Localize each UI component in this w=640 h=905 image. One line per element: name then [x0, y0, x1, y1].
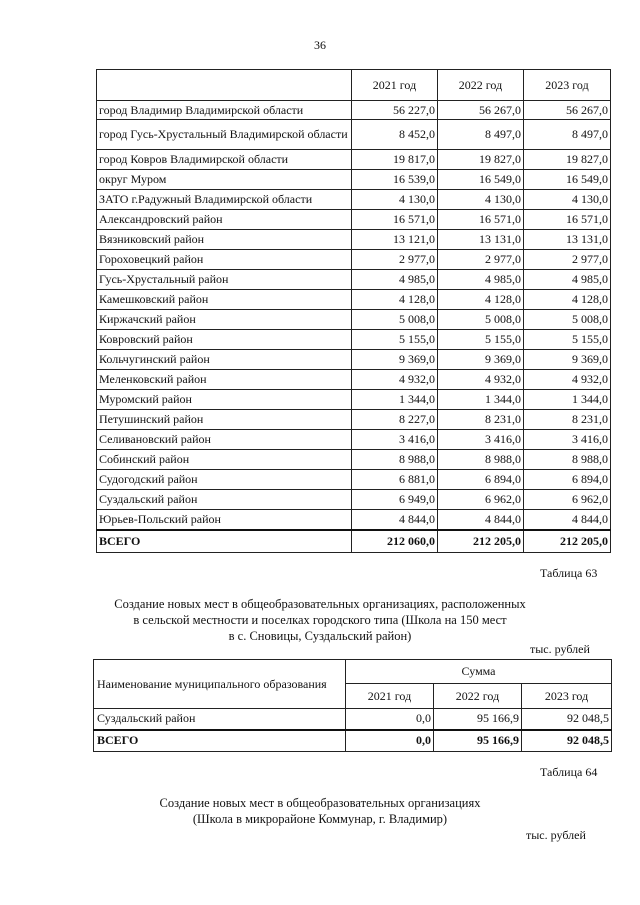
header-cell-name — [97, 70, 352, 101]
value-2022: 95 166,9 — [434, 709, 522, 730]
value-2022: 16 549,0 — [438, 170, 524, 190]
table-body — [97, 101, 611, 530]
municipality-name: Суздальский район — [97, 490, 352, 510]
value-2021: 16 571,0 — [352, 210, 438, 230]
municipality-name: Камешковский район — [97, 290, 352, 310]
value-2021: 4 128,0 — [352, 290, 438, 310]
value-2022: 8 988,0 — [438, 450, 524, 470]
municipality-name: город Гусь-Хрустальный Владимирской области — [97, 120, 352, 150]
value-2021: 5 008,0 — [352, 310, 438, 330]
municipality-name: округ Муром — [97, 170, 352, 190]
value-2023: 6 962,0 — [524, 490, 611, 510]
table-row — [97, 120, 611, 150]
table-row — [97, 250, 611, 270]
municipality-name: Петушинский район — [97, 410, 352, 430]
municipality-name: Гусь-Хрустальный район — [97, 270, 352, 290]
table-total-row — [97, 530, 611, 553]
table-row — [97, 390, 611, 410]
value-2022: 5 155,0 — [438, 330, 524, 350]
table-63-header-sum: Сумма — [346, 660, 612, 684]
value-2023: 5 155,0 — [524, 330, 611, 350]
value-2021: 9 369,0 — [352, 350, 438, 370]
value-2021: 0,0 — [346, 709, 434, 730]
municipality-name: Вязниковский район — [97, 230, 352, 250]
table-row — [94, 709, 612, 730]
municipality-name: Ковровский район — [97, 330, 352, 350]
value-2022: 13 131,0 — [438, 230, 524, 250]
total-2023: 212 205,0 — [524, 530, 611, 553]
value-2023: 4 985,0 — [524, 270, 611, 290]
value-2022: 4 932,0 — [438, 370, 524, 390]
table-row — [97, 430, 611, 450]
value-2023: 6 894,0 — [524, 470, 611, 490]
value-2023: 4 932,0 — [524, 370, 611, 390]
value-2022: 9 369,0 — [438, 350, 524, 370]
header-cell-2023: 2023 год — [524, 70, 611, 101]
table-row — [97, 450, 611, 470]
page-number: 36 — [314, 38, 326, 52]
value-2023: 8 497,0 — [524, 120, 611, 150]
value-2022: 6 894,0 — [438, 470, 524, 490]
value-2022: 6 962,0 — [438, 490, 524, 510]
value-2023: 3 416,0 — [524, 430, 611, 450]
municipality-name: город Ковров Владимирской области — [97, 150, 352, 170]
table-row — [97, 270, 611, 290]
value-2022: 19 827,0 — [438, 150, 524, 170]
value-2021: 13 121,0 — [352, 230, 438, 250]
value-2023: 92 048,5 — [522, 709, 612, 730]
value-2023: 4 128,0 — [524, 290, 611, 310]
table-row — [97, 370, 611, 390]
header-cell-2022: 2022 год — [438, 70, 524, 101]
table-row — [97, 170, 611, 190]
total-2022: 212 205,0 — [438, 530, 524, 553]
municipality-name: Селивановский район — [97, 430, 352, 450]
table-64-label: Таблица 64 — [540, 765, 598, 779]
value-2023: 56 267,0 — [524, 101, 611, 120]
value-2021: 56 227,0 — [352, 101, 438, 120]
value-2021: 6 949,0 — [352, 490, 438, 510]
value-2021: 6 881,0 — [352, 470, 438, 490]
municipality-name: город Владимир Владимирской области — [97, 101, 352, 120]
value-2021: 8 988,0 — [352, 450, 438, 470]
municipality-name: Судогодский район — [97, 470, 352, 490]
value-2021: 1 344,0 — [352, 390, 438, 410]
value-2022: 8 497,0 — [438, 120, 524, 150]
value-2023: 4 844,0 — [524, 510, 611, 530]
value-2023: 16 549,0 — [524, 170, 611, 190]
value-2023: 8 988,0 — [524, 450, 611, 470]
value-2021: 19 817,0 — [352, 150, 438, 170]
value-2021: 4 985,0 — [352, 270, 438, 290]
value-2023: 13 131,0 — [524, 230, 611, 250]
table-64-title — [0, 795, 640, 827]
value-2021: 4 844,0 — [352, 510, 438, 530]
table-row — [97, 410, 611, 430]
municipality-name: Меленковский район — [97, 370, 352, 390]
municipality-name: ЗАТО г.Радужный Владимирской области — [97, 190, 352, 210]
value-2022: 8 231,0 — [438, 410, 524, 430]
municipality-name: Киржачский район — [97, 310, 352, 330]
table-64-title-line: (Школа в микрорайоне Коммунар, г. Владимир) — [192, 812, 448, 826]
total-2021: 0,0 — [346, 730, 434, 752]
municipality-name: Кольчугинский район — [97, 350, 352, 370]
table-64-unit: тыс. рублей — [526, 828, 586, 842]
table-row — [97, 310, 611, 330]
value-2022: 4 844,0 — [438, 510, 524, 530]
table-row — [97, 510, 611, 530]
table-64-title-line: Создание новых мест в общеобразовательных организациях — [159, 796, 481, 810]
value-2023: 4 130,0 — [524, 190, 611, 210]
table-63-total-row — [94, 730, 612, 752]
table-63-header-name: Наименование муниципального образования — [94, 660, 346, 709]
value-2023: 9 369,0 — [524, 350, 611, 370]
value-2022: 1 344,0 — [438, 390, 524, 410]
total-2021: 212 060,0 — [352, 530, 438, 553]
table-63-title-line: в с. Сновицы, Суздальский район) — [228, 629, 412, 643]
total-label: ВСЕГО — [97, 530, 352, 553]
total-label: ВСЕГО — [94, 730, 346, 752]
value-2022: 2 977,0 — [438, 250, 524, 270]
value-2021: 5 155,0 — [352, 330, 438, 350]
table-row — [97, 330, 611, 350]
value-2021: 3 416,0 — [352, 430, 438, 450]
table-63-unit: тыс. рублей — [530, 642, 590, 656]
value-2021: 4 130,0 — [352, 190, 438, 210]
value-2023: 8 231,0 — [524, 410, 611, 430]
table-63-title — [0, 596, 640, 644]
value-2022: 16 571,0 — [438, 210, 524, 230]
table-row — [97, 101, 611, 120]
table-row — [97, 350, 611, 370]
municipality-name: Гороховецкий район — [97, 250, 352, 270]
table-row — [97, 150, 611, 170]
value-2023: 1 344,0 — [524, 390, 611, 410]
value-2022: 4 985,0 — [438, 270, 524, 290]
municipality-name: Юрьев-Польский район — [97, 510, 352, 530]
budget-allocation-table — [96, 69, 611, 553]
table-row — [97, 190, 611, 210]
municipality-name: Суздальский район — [94, 709, 346, 730]
value-2023: 2 977,0 — [524, 250, 611, 270]
municipality-name: Собинский район — [97, 450, 352, 470]
value-2023: 19 827,0 — [524, 150, 611, 170]
municipality-name: Александровский район — [97, 210, 352, 230]
value-2021: 4 932,0 — [352, 370, 438, 390]
table-row — [97, 470, 611, 490]
value-2021: 2 977,0 — [352, 250, 438, 270]
table-63-year-2023: 2023 год — [522, 684, 612, 709]
table-header-row — [97, 70, 611, 101]
value-2023: 5 008,0 — [524, 310, 611, 330]
table-63-label: Таблица 63 — [540, 566, 598, 580]
municipality-name: Муромский район — [97, 390, 352, 410]
value-2022: 56 267,0 — [438, 101, 524, 120]
total-2023: 92 048,5 — [522, 730, 612, 752]
value-2022: 3 416,0 — [438, 430, 524, 450]
value-2022: 4 128,0 — [438, 290, 524, 310]
table-63-year-2021: 2021 год — [346, 684, 434, 709]
value-2022: 5 008,0 — [438, 310, 524, 330]
value-2021: 16 539,0 — [352, 170, 438, 190]
value-2021: 8 227,0 — [352, 410, 438, 430]
table-row — [97, 490, 611, 510]
value-2021: 8 452,0 — [352, 120, 438, 150]
value-2022: 4 130,0 — [438, 190, 524, 210]
table-row — [97, 230, 611, 250]
table-row — [97, 290, 611, 310]
table-63-title-line: Создание новых мест в общеобразовательных организациях, расположенных — [114, 597, 526, 611]
table-63-title-line: в сельской местности и поселках городского типа (Школа на 150 мест — [133, 613, 507, 627]
table-63-header-row — [94, 660, 612, 684]
table-63-year-2022: 2022 год — [434, 684, 522, 709]
table-63 — [93, 659, 612, 752]
header-cell-2021: 2021 год — [352, 70, 438, 101]
total-2022: 95 166,9 — [434, 730, 522, 752]
value-2023: 16 571,0 — [524, 210, 611, 230]
table-row — [97, 210, 611, 230]
